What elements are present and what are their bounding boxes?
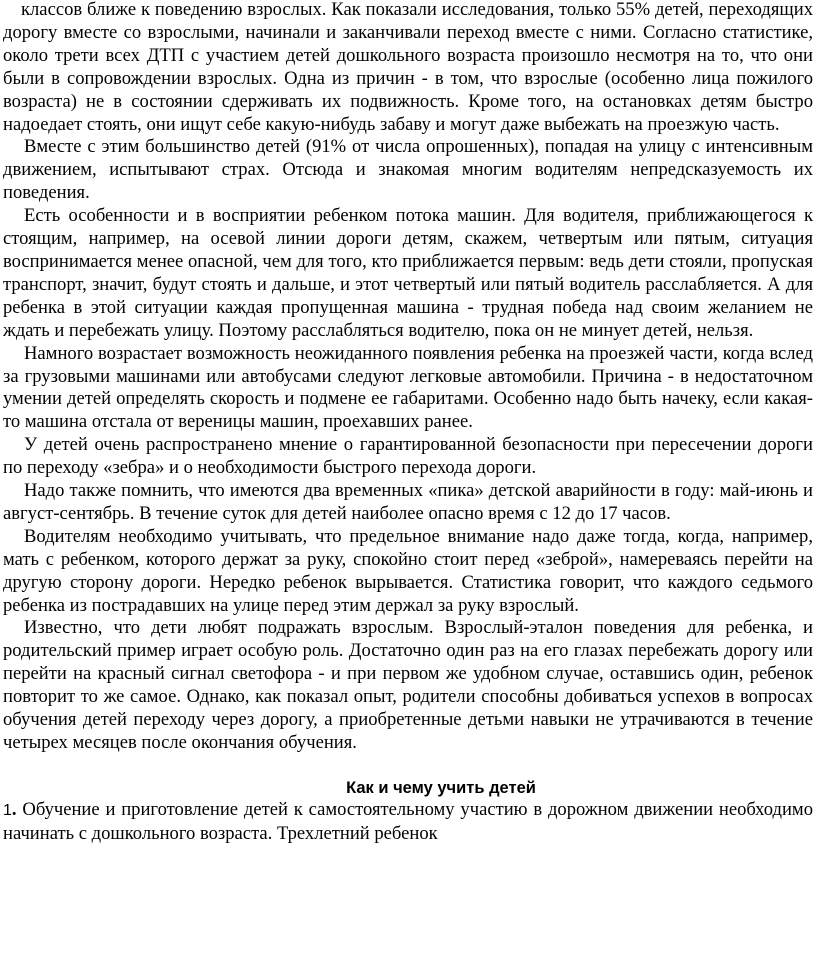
list-item-text: Обучение и приготовление детей к самостоятельному участию в дорожном движении необходимо начинать с дошкольного возраста. Трехлетний ребенок xyxy=(3,798,813,844)
section-heading: Как и чему учить детей xyxy=(346,778,536,797)
paragraph-3: Есть особенности и в восприятии ребенком потока машин. Для водителя, приближающегося к стоящим, например, на осевой линии дороги детям, скажем, четвертым или пятым, ситуация воспринимается менее опасной, чем для того, кто приближается первым: ведь дети стояли, пропуская транспорт, значит, будут стоять и дальше, и этот четвертый или пятый водитель расслабляется. А для ребенка в этой ситуации каждая пропущенная машина - трудная победа над своим желанием не ждать и перебежать улицу. Поэтому расслабляться водителю, пока он не минует детей, нельзя. xyxy=(3,205,813,341)
paragraph-2: Вместе с этим большинство детей (91% от числа опрошенных), попадая на улицу с интенсивным движением, испытывают страх. Отсюда и знакомая многим водителям непредсказуемость их поведения. xyxy=(3,136,813,204)
document-page xyxy=(3,0,813,846)
numbered-list-item xyxy=(3,799,813,846)
paragraph-7: Водителям необходимо учитывать, что предельное внимание надо даже тогда, когда, например, мать с ребенком, которого держат за руку, спокойно стоит перед «зеброй», намереваясь перейти на другую сторону дороги. Нередко ребенок вырывается. Статистика говорит, что каждого седьмого ребенка из пострадавших на улице перед этим держал за руку взрослый. xyxy=(3,525,813,616)
paragraph-1: классов ближе к поведению взрослых. Как показали исследования, только 55% детей, переходящих дорогу вместе со взрослыми, начинали и заканчивали переход вместе с ними. Согласно статистике, около трети всех ДТП с участием детей дошкольного возраста произошло несмотря на то, что они были в сопровождении взрослых. Одна из причин - в том, что взрослые (особенно лица пожилого возраста) не в состоянии сдерживать их подвижность. Кроме того, на остановках детям быстро надоедает стоять, они ищут себе какую-нибудь забаву и могут даже выбежать на проезжую часть. xyxy=(3,0,813,135)
paragraph-6: Надо также помнить, что имеются два временных «пика» детской аварийности в году: май-июнь и август-сентябрь. В течение суток для детей наиболее опасно время с 12 до 17 часов. xyxy=(3,480,813,524)
paragraph-8: Известно, что дети любят подражать взрослым. Взрослый-эталон поведения для ребенка, и родительский пример играет особую роль. Достаточно один раз на его глазах перебежать дорогу или перейти на красный сигнал светофора - и при первом же удобном случае, оставшись один, ребенок повторит то же самое. Однако, как показал опыт, родители способны добиваться успехов в вопросах обучения детей переходу через дорогу, а приобретенные детьми навыки не утрачиваются в течение четырех месяцев после окончания обучения. xyxy=(3,617,813,753)
list-item-number: 1 xyxy=(3,801,12,819)
list-item-separator: . xyxy=(11,798,17,820)
paragraph-5: У детей очень распространено мнение о гарантированной безопасности при пересечении дороги по переходу «зебра» и о необходимости быстрого перехода дороги. xyxy=(3,434,813,479)
paragraph-4: Намного возрастает возможность неожиданного появления ребенка на проезжей части, когда вслед за грузовыми машинами или автобусами следуют легковые автомобили. Причина - в недостаточном умении детей определять скорость и подмене ее габаритами. Особенно надо быть начеку, если какая-то машина отстала от вереницы машин, проехавших ранее. xyxy=(3,342,813,433)
